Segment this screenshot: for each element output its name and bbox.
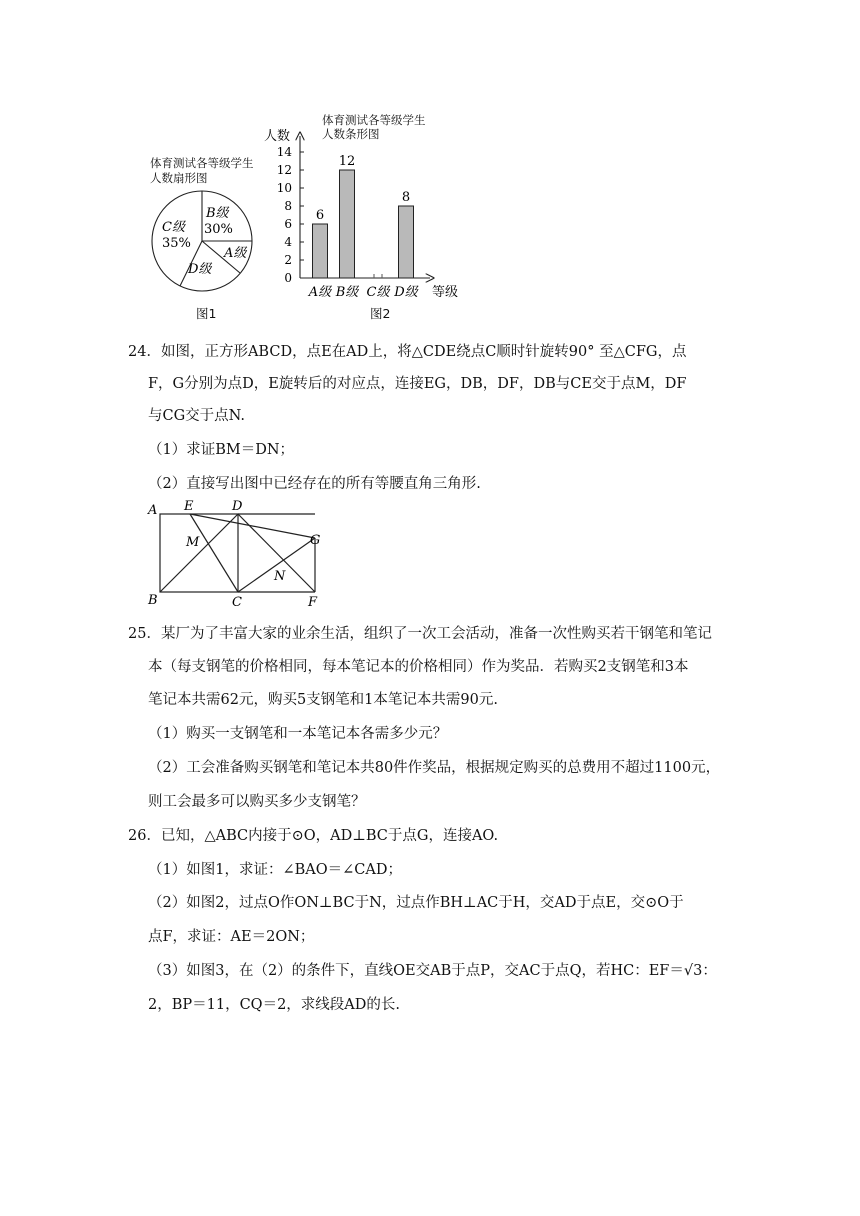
- point-label-c: C: [232, 595, 242, 610]
- q25-sub-2-line-2: 则工会最多可以购买多少支钢笔？: [148, 794, 366, 810]
- q24-sub-2: （2）直接写出图中已经存在的所有等腰直角三角形.: [148, 476, 481, 492]
- q26-sub-1: （1）如图1，求证：∠BAO＝∠CAD；: [148, 862, 402, 878]
- bar-1: [340, 170, 355, 278]
- fig2-caption: 图2: [370, 306, 391, 321]
- y-tick-label: 2: [284, 253, 292, 267]
- pie-label-d: D级: [188, 262, 212, 277]
- q24-geometry-figure: [140, 496, 340, 610]
- fig1-title-line2: 人数扇形图: [150, 171, 208, 185]
- bar-chart: [262, 128, 472, 306]
- bar-data-label-0: 6: [315, 208, 325, 223]
- x-category-label-0: A级: [308, 285, 332, 300]
- point-label-m: M: [186, 535, 200, 550]
- q24-line-3: 与CG交于点N.: [148, 408, 246, 424]
- q25-line-2: 本（每支钢笔的价格相同，每本笔记本的价格相同）作为奖品．若购买2支钢笔和3本: [148, 659, 689, 675]
- point-label-b: B: [148, 593, 158, 608]
- x-axis-label: 等级: [432, 285, 459, 300]
- fig2-title-line2: 人数条形图: [322, 127, 380, 141]
- q26-sub-2-line-1: （2）如图2，过点O作ON⊥BC于N，过点作BH⊥AC于H，交AD于点E，交⊙O于: [148, 895, 684, 911]
- q26-sub-3-line-1: （3）如图3，在（2）的条件下，直线OE交AB于点P，交AC于点Q，若HC：EF＝√3：: [148, 963, 717, 979]
- point-label-a: A: [148, 503, 158, 518]
- y-tick-label: 0: [284, 271, 292, 285]
- y-axis-label: 人数: [264, 129, 291, 144]
- x-category-label-2: C级: [366, 285, 390, 300]
- y-tick-label: 8: [284, 199, 292, 213]
- bar-3: [399, 206, 414, 278]
- q26-sub-2-line-2: 点F，求证：AE＝2ON；: [148, 929, 315, 945]
- bar-data-label-3: 8: [401, 190, 411, 205]
- point-label-f: F: [308, 595, 318, 610]
- y-tick-label: 4: [284, 235, 292, 249]
- q24-line-1: 24．如图，正方形ABCD，点E在AD上，将△CDE绕点C顺时针旋转90° 至△CFG，点: [128, 344, 687, 360]
- pie-label-c: C级: [162, 220, 185, 235]
- q24-line-2: F，G分别为点D，E旋转后的对应点，连接EG，DB，DF，DB与CE交于点M，DF: [148, 376, 687, 392]
- pie-label-b-pct: 30%: [204, 222, 233, 237]
- pie-label-c-pct: 35%: [162, 236, 191, 251]
- fig1-title-line1: 体育测试各等级学生: [150, 156, 254, 170]
- y-tick-label: 12: [276, 163, 292, 177]
- point-label-e: E: [184, 499, 194, 514]
- x-category-label-1: B级: [335, 285, 359, 300]
- point-label-d: D: [232, 499, 243, 514]
- point-label-g: G: [310, 533, 321, 548]
- y-tick-label: 6: [284, 217, 292, 231]
- y-tick-label: 14: [276, 145, 292, 159]
- pie-label-b: B级: [206, 206, 229, 221]
- pie-chart: [140, 185, 260, 300]
- q24-sub-1: （1）求证BM＝DN；: [148, 442, 295, 458]
- fig1-caption: 图1: [196, 306, 217, 321]
- q26-line-1: 26．已知，△ABC内接于⊙O，AD⊥BC于点G，连接AO.: [128, 828, 499, 844]
- q25-sub-2-line-1: （2）工会准备购买钢笔和笔记本共80件作奖品，根据规定购买的总费用不超过1100元，: [148, 760, 721, 776]
- point-label-n: N: [274, 569, 286, 584]
- x-category-label-3: D级: [394, 285, 418, 300]
- bar-data-label-1: 12: [338, 154, 356, 169]
- q25-line-1: 25．某厂为了丰富大家的业余生活，组织了一次工会活动，准备一次性购买若干钢笔和笔记: [128, 626, 712, 642]
- bar-0: [313, 224, 328, 278]
- q25-line-3: 笔记本共需62元，购买5支钢笔和1本笔记本共需90元.: [148, 692, 498, 708]
- q26-sub-3-line-2: 2，BP＝11，CQ＝2，求线段AD的长.: [148, 997, 401, 1013]
- pie-label-a: A级: [224, 246, 247, 261]
- y-tick-label: 10: [276, 181, 292, 195]
- fig2-title-line1: 体育测试各等级学生: [322, 113, 426, 127]
- q25-sub-1: （1）购买一支钢笔和一本笔记本各需多少元？: [148, 726, 448, 742]
